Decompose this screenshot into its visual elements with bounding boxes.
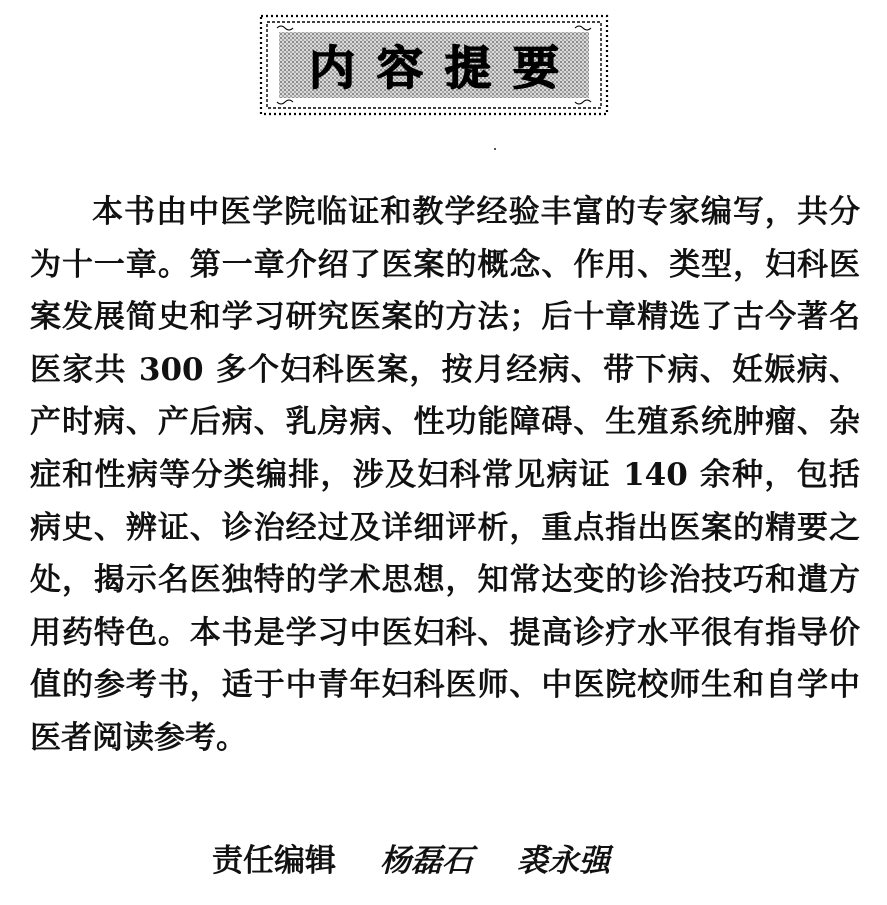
title-box bbox=[255, 10, 613, 120]
summary-paragraph: 本书由中医学院临证和教学经验丰富的专家编写，共分为十一章。第一章介绍了医案的概念、作用、类型，妇科医案发展简史和学习研究医案的方法；后十章精选了古今著名医家共 300 多个妇科医案，按月经病、带下病、妊娠病、产时病、产后病、乳房病、性功能障碍、生殖系统肿瘤、杂症和性病等分类编排，涉及妇科常见病证 140 余种，包括病史、辨证、诊治经过及详细评析，重点指出医案的精要之处，揭示名医独特的学术思想，知常达变的诊治技巧和遣方用药特色。本书是学习中医妇科、提高诊疗水平很有指导价值的参考书，适于中青年妇科医师、中医院校师生和自学中医者阅读参考。 bbox=[30, 194, 860, 756]
speck bbox=[494, 148, 496, 150]
editor-name: 杨磊石 bbox=[380, 842, 473, 879]
editor-name: 裘永强 bbox=[517, 842, 610, 879]
editor-role-label: 责任编辑 bbox=[212, 842, 336, 879]
page-title: 内容提要 bbox=[309, 41, 581, 95]
editor-credits bbox=[212, 832, 610, 882]
